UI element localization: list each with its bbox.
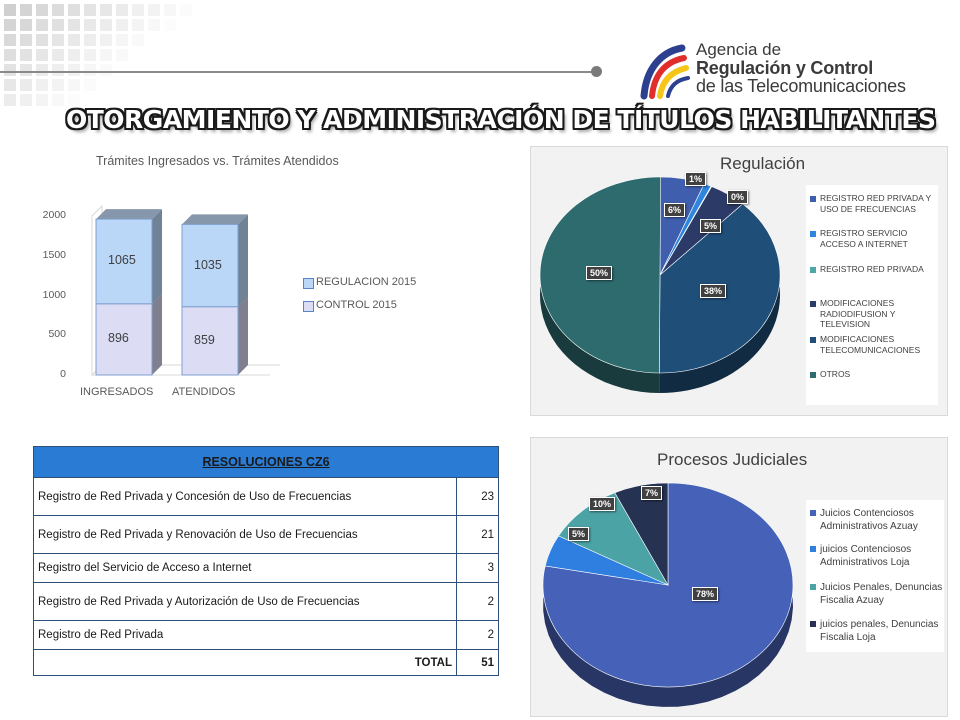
- legend-label: OTROS: [820, 369, 851, 379]
- row-value: 23: [457, 478, 499, 516]
- y-tick-label: 2000: [42, 209, 66, 221]
- legend-item: [810, 264, 936, 275]
- pie-data-label: 38%: [700, 284, 726, 298]
- legend-item: [810, 507, 944, 533]
- legend-item: [810, 193, 936, 214]
- pie-data-label: 1%: [685, 172, 706, 186]
- legend-swatch: [810, 584, 816, 590]
- x-category-label: ATENDIDOS: [172, 386, 236, 398]
- header-dot: [591, 66, 602, 77]
- logo-line-2: Regulación y Control: [696, 58, 874, 78]
- row-value: 2: [457, 621, 499, 650]
- legend-label: MODIFICACIONES TELECOMUNICACIONES: [820, 334, 921, 355]
- resoluciones-table: [33, 446, 499, 676]
- row-label: Registro de Red Privada y Concesión de Uso de Frecuencias: [34, 478, 457, 516]
- y-tick-label: 0: [60, 368, 66, 380]
- logo-line-3: de las Telecomunicaciones: [696, 76, 906, 96]
- legend-label: Juicios Penales, Denuncias Fiscalia Azuay: [820, 582, 943, 606]
- pie-data-label: 5%: [700, 219, 721, 233]
- table-header: RESOLUCIONES CZ6: [34, 447, 499, 478]
- legend-label: juicios penales, Denuncias Fiscalia Loja: [820, 619, 939, 643]
- row-label: Registro de Red Privada y Renovación de Uso de Frecuencias: [34, 516, 457, 554]
- total-label: TOTAL: [34, 650, 457, 676]
- bar-value-label: 896: [108, 331, 129, 346]
- table-row: [34, 554, 499, 583]
- table-total-row: [34, 650, 499, 676]
- total-value: 51: [457, 650, 499, 676]
- legend-swatch: [303, 278, 314, 289]
- bar-chart-title: Trámites Ingresados vs. Trámites Atendidos: [96, 154, 339, 168]
- table-row: [34, 583, 499, 621]
- legend-item: [810, 334, 936, 355]
- legend-swatch: [810, 267, 816, 273]
- legend-swatch: [810, 621, 816, 627]
- y-tick-label: 1500: [42, 248, 66, 261]
- bar-side: [238, 214, 248, 306]
- legend-item: [810, 618, 944, 644]
- y-tick-label: 500: [48, 328, 66, 341]
- legend-item: [810, 581, 944, 607]
- pie-data-label: 0%: [727, 190, 748, 204]
- row-value: 21: [457, 516, 499, 554]
- row-label: Registro de Red Privada y Autorización de Uso de Frecuencias: [34, 583, 457, 621]
- row-value: 2: [457, 583, 499, 621]
- legend-label: REGISTRO RED PRIVADA Y USO DE FRECUENCIAS: [820, 193, 932, 214]
- pie-data-label: 10%: [589, 497, 615, 511]
- row-label: Registro de Red Privada: [34, 621, 457, 650]
- x-category-label: INGRESADOS: [80, 386, 154, 398]
- pie-data-label: 7%: [641, 486, 662, 500]
- bar-top: [96, 209, 162, 219]
- bar-side: [152, 209, 162, 304]
- logo-line-1: Agencia de: [696, 40, 782, 59]
- regulacion-pie-title: Regulación: [720, 154, 806, 173]
- y-tick-label: 1000: [42, 288, 66, 301]
- legend-item: [810, 543, 944, 569]
- bar-side: [238, 297, 248, 375]
- pie-data-label: 78%: [692, 587, 718, 601]
- pie-data-label: 6%: [664, 203, 685, 217]
- bar-value-label: 1035: [194, 257, 222, 272]
- bar-chart: [0, 0, 480, 420]
- legend-label: REGULACION 2015: [316, 276, 417, 288]
- main-title: OTORGAMIENTO Y ADMINISTRACIÓN DE TÍTULOS HABILITANTES: [66, 105, 936, 134]
- legend-swatch: [810, 372, 816, 378]
- table-row: [34, 516, 499, 554]
- legend-swatch: [810, 231, 816, 237]
- legend-swatch: [810, 301, 816, 307]
- logo-text: [696, 41, 906, 95]
- bar-value-label: 1065: [108, 253, 136, 268]
- legend-label: juicios Contenciosos Administrativos Loja: [820, 544, 912, 568]
- legend-label: CONTROL 2015: [316, 299, 397, 311]
- legend-item: [810, 228, 936, 249]
- legend-swatch: [303, 301, 314, 312]
- legend-swatch: [810, 196, 816, 202]
- legend-label: REGISTRO SERVICIO ACCESO A INTERNET: [820, 228, 908, 249]
- legend-swatch: [810, 510, 816, 516]
- legend-label: Juicios Contenciosos Administrativos Azuay: [820, 508, 918, 532]
- procesos-pie-title: Procesos Judiciales: [657, 450, 808, 469]
- row-label: Registro del Servicio de Acceso a Internet: [34, 554, 457, 583]
- row-value: 3: [457, 554, 499, 583]
- legend-swatch: [810, 546, 816, 552]
- pie-data-label: 5%: [568, 527, 589, 541]
- legend-label: MODIFICACIONES RADIODIFUSION Y TELEVISION: [820, 298, 896, 329]
- bar-value-label: 859: [194, 332, 215, 347]
- legend-swatch: [810, 337, 816, 343]
- legend-item: [810, 369, 936, 380]
- pie-data-label: 50%: [586, 266, 612, 280]
- bar-side: [152, 294, 162, 375]
- table-row: [34, 478, 499, 516]
- bar-top: [182, 214, 248, 224]
- legend-item: [810, 298, 936, 330]
- legend-label: REGISTRO RED PRIVADA: [820, 264, 924, 274]
- procesos-pie-chart: [530, 460, 810, 720]
- table-row: [34, 621, 499, 650]
